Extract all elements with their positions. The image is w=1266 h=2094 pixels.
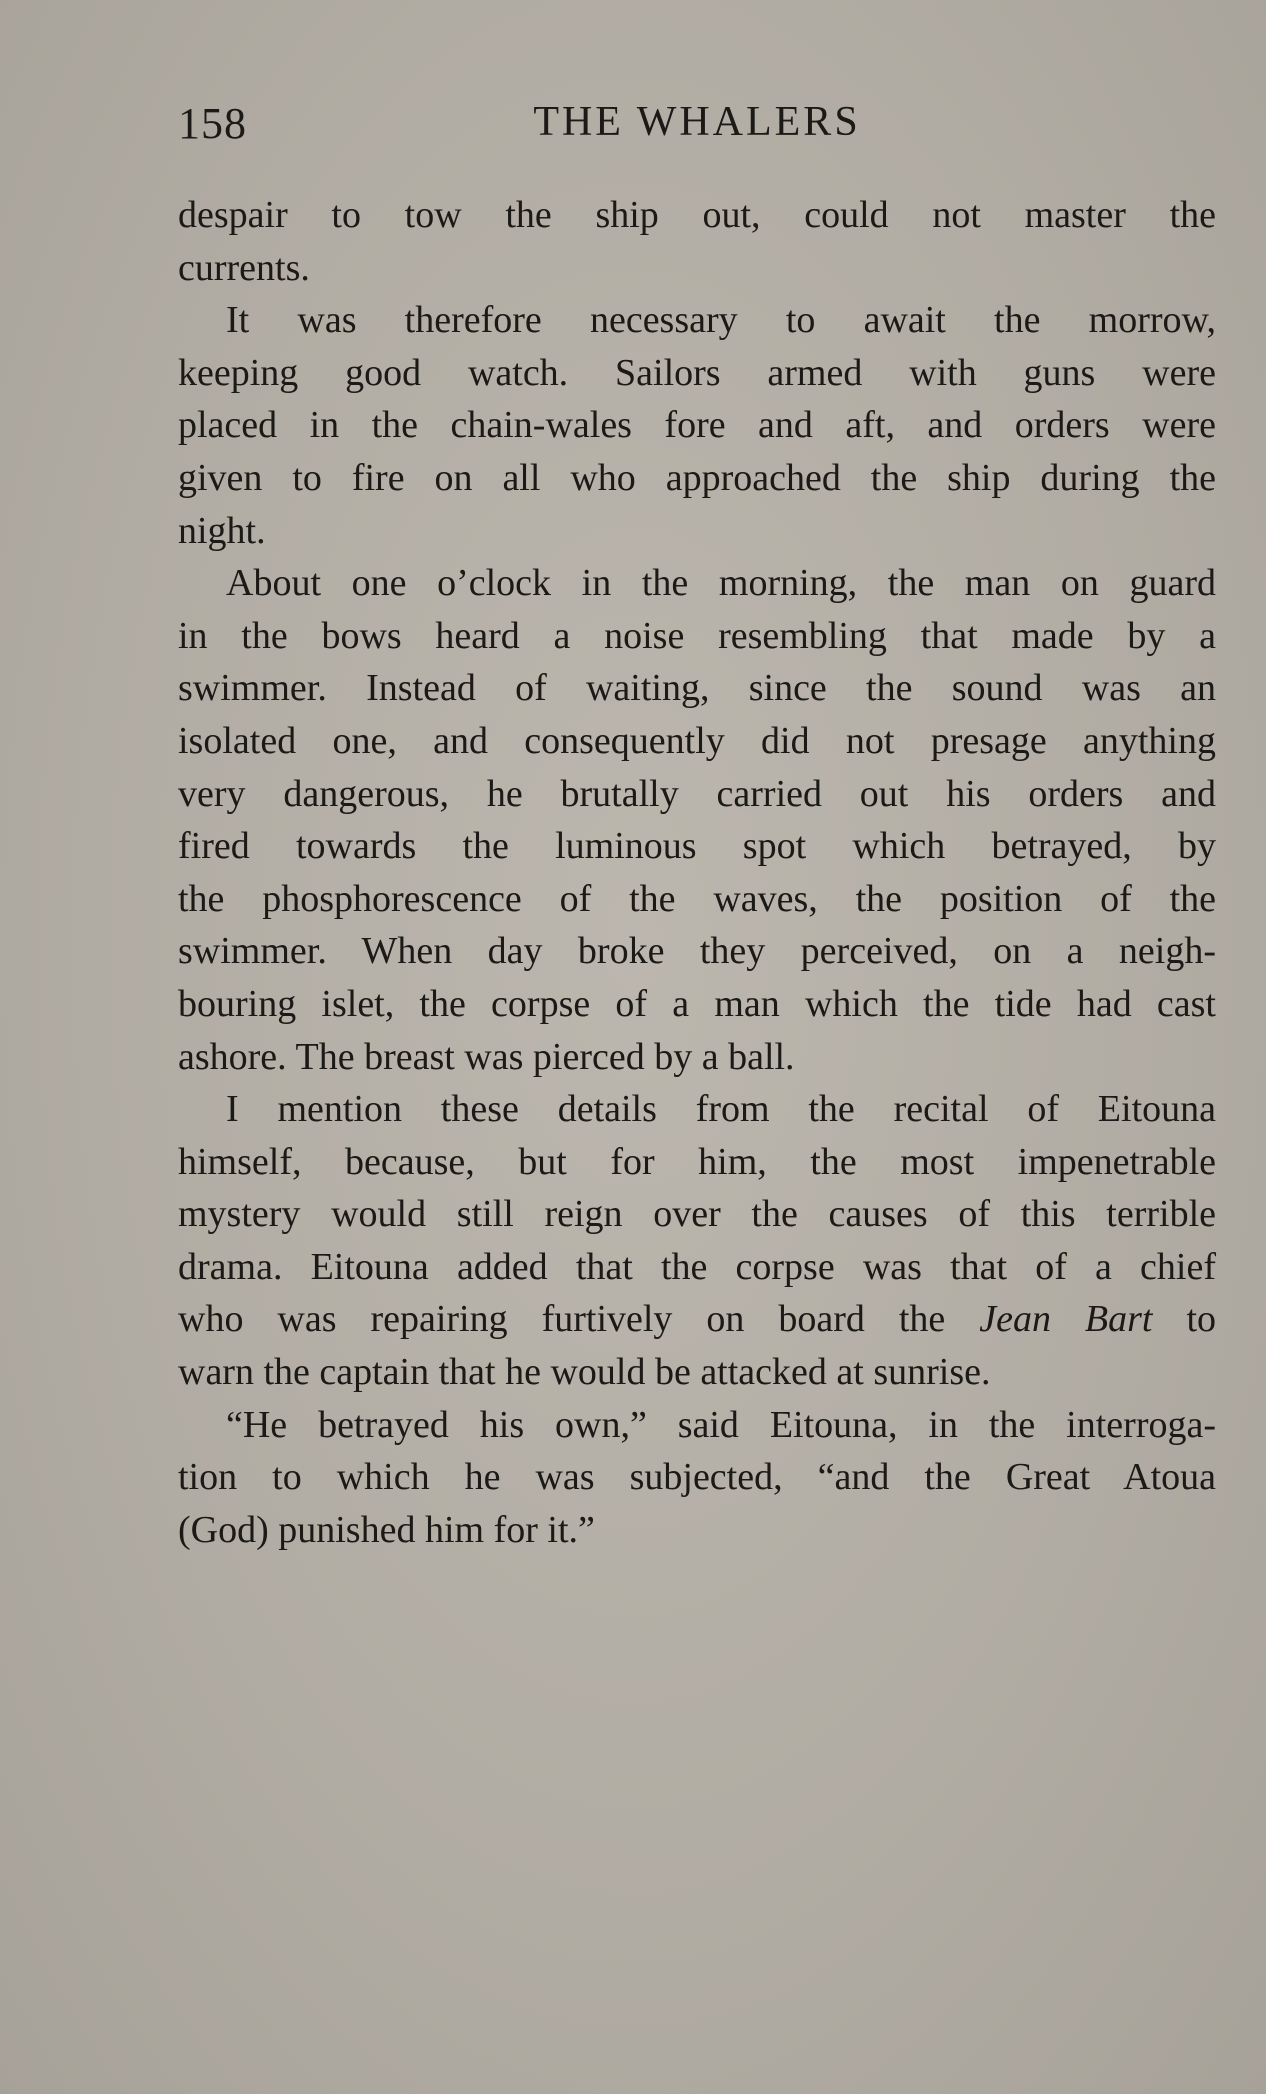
text-line: himself, because, but for him, the most impenetrable (178, 1140, 1216, 1183)
text-line: the phosphorescence of the waves, the position of the (178, 877, 1216, 920)
body-text (178, 189, 1216, 1556)
text-line: tion to which he was subjected, “and the Great Atoua (178, 1456, 1216, 1499)
text-line: very dangerous, he brutally carried out his orders and (178, 772, 1216, 815)
text-line: night. (178, 509, 266, 552)
page-number: 158 (178, 99, 247, 148)
text-line: (God) punished him for it.” (178, 1508, 595, 1551)
text-line: It was therefore necessary to await the morrow, (226, 299, 1216, 342)
text-line: drama. Eitouna added that the corpse was that of a chief (178, 1245, 1216, 1288)
text-line: swimmer. Instead of waiting, since the sound was an (178, 667, 1216, 710)
running-head: THE WHALERS (533, 99, 861, 145)
text-line: About one o’clock in the morning, the man on guard (226, 562, 1216, 605)
text-line: given to fire on all who approached the ship during the (178, 456, 1216, 499)
text-line: in the bows heard a noise resembling that made by a (178, 614, 1216, 657)
text-line: placed in the chain-wales fore and aft, and orders were (178, 404, 1216, 447)
text-line: “He betrayed his own,” said Eitouna, in the interroga- (226, 1403, 1216, 1446)
page-header (178, 98, 1216, 158)
text-line: isolated one, and consequently did not presage anything (178, 719, 1216, 762)
ship-name: Jean Bart (979, 1298, 1153, 1341)
text-fragment: to (1152, 1298, 1217, 1341)
text-line: fired towards the luminous spot which betrayed, by (178, 825, 1216, 868)
text-line: swimmer. When day broke they perceived, on a neigh- (178, 930, 1216, 973)
text-line: warn the captain that he would be attacked at sunrise. (178, 1351, 991, 1394)
text-fragment: who was repairing furtively on board the (178, 1298, 980, 1341)
text-line: I mention these details from the recital of Eitouna (226, 1088, 1216, 1131)
text-line: currents. (178, 246, 310, 289)
text-line: mystery would still reign over the causes of this terrible (178, 1193, 1216, 1236)
text-line: bouring islet, the corpse of a man which the tide had cast (178, 982, 1216, 1025)
text-line: despair to tow the ship out, could not master the (178, 194, 1216, 236)
text-line: ashore. The breast was pierced by a ball. (178, 1035, 795, 1078)
text-line: keeping good watch. Sailors armed with guns were (178, 351, 1216, 394)
text-line-ship (178, 1293, 1216, 1346)
